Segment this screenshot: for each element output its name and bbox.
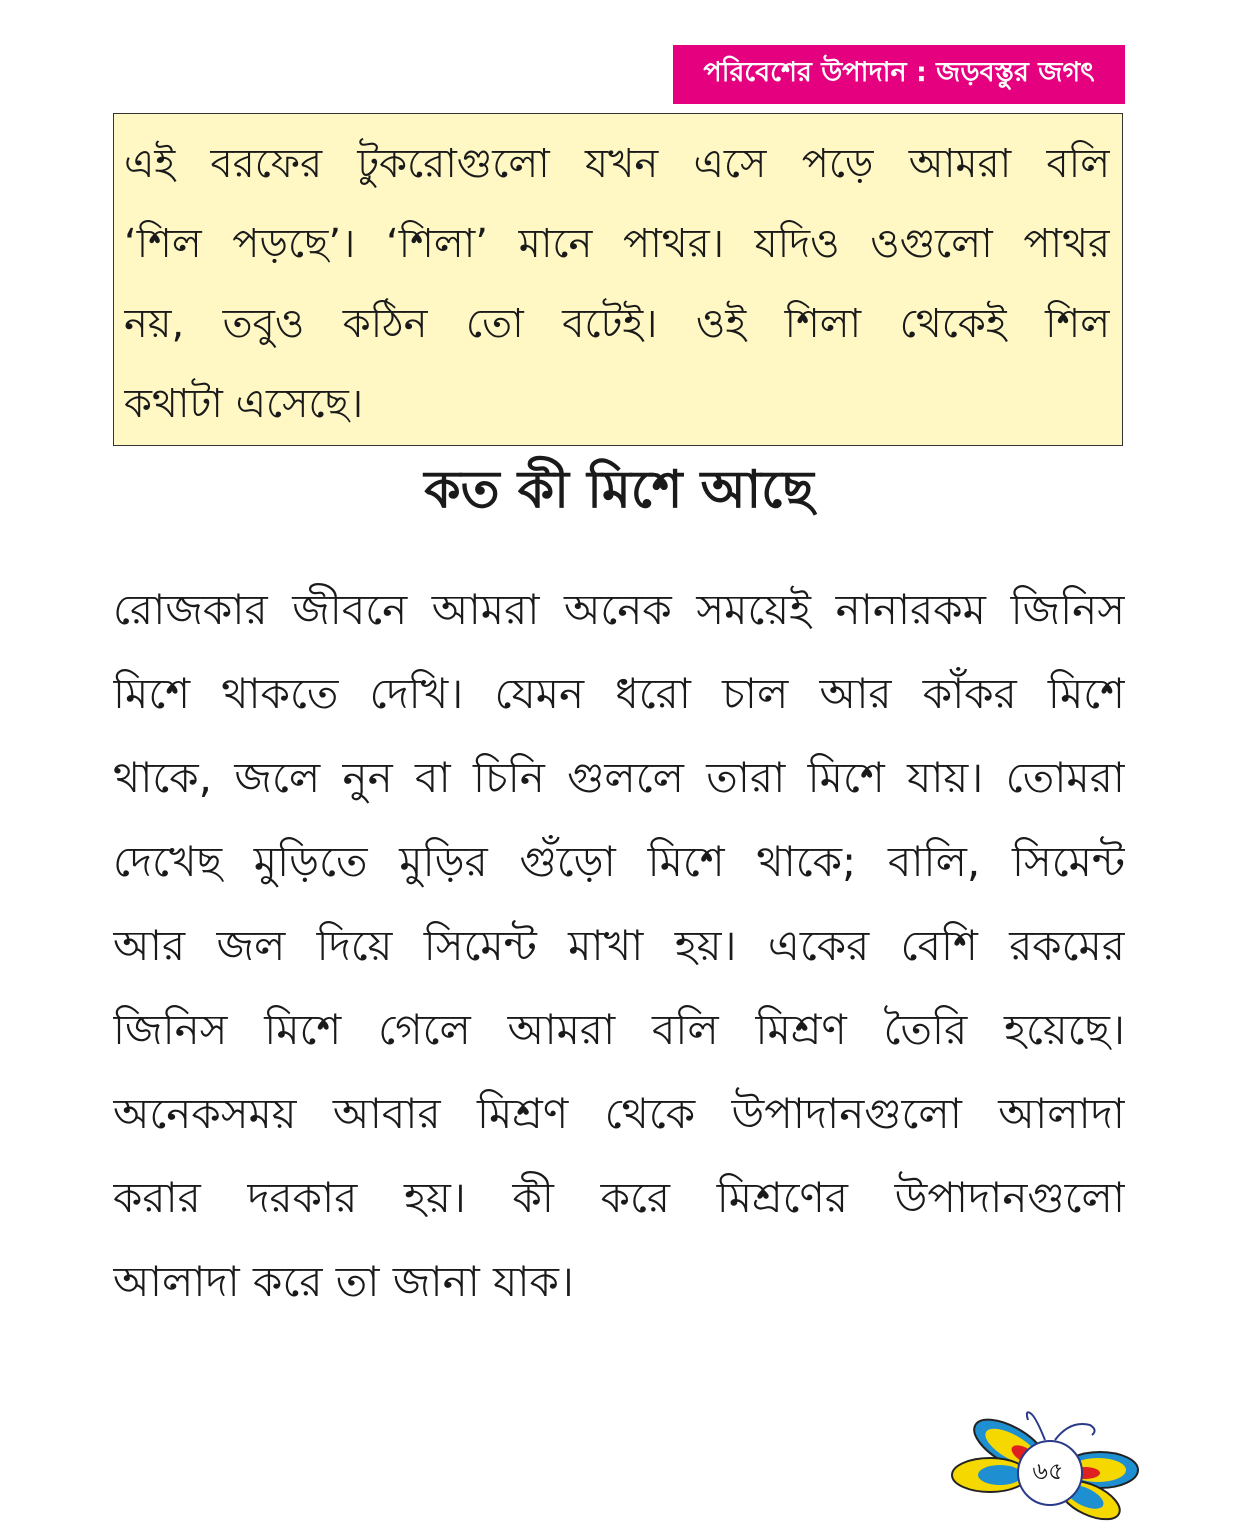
body-paragraph (113, 568, 1125, 1324)
body-line: মিশে থাকতে দেখি। যেমন ধরো চাল আর কাঁকর মিশে (113, 669, 1125, 718)
page-number: ৬৫ (1032, 1457, 1064, 1485)
body-line: জিনিস মিশে গেলে আমরা বলি মিশ্রণ তৈরি হয়েছে। (113, 1005, 1125, 1054)
note-box (113, 113, 1123, 446)
body-line: অনেকসময় আবার মিশ্রণ থেকে উপাদানগুলো আলাদা (113, 1089, 1125, 1138)
note-line: এই বরফের টুকরোগুলো যখন এসে পড়ে আমরা বলি (124, 141, 1110, 187)
body-line: রোজকার জীবনে আমরা অনেক সময়েই নানারকম জিনিস (113, 585, 1125, 634)
chapter-title: পরিবেশের উপাদান : জড়বস্তুর জগৎ (703, 57, 1095, 88)
body-line: করার দরকার হয়। কী করে মিশ্রণের উপাদানগুলো (113, 1173, 1125, 1222)
note-line: নয়, তবুও কঠিন তো বটেই। ওই শিলা থেকেই শিল (124, 301, 1110, 347)
body-line: আলাদা করে তা জানা যাক। (113, 1257, 574, 1306)
body-line: আর জল দিয়ে সিমেন্ট মাখা হয়। একের বেশি রকমের (113, 921, 1125, 970)
section-title: কত কী মিশে আছে (424, 460, 814, 520)
body-line: দেখেছ মুড়িতে মুড়ির গুঁড়ো মিশে থাকে; বালি, সিমেন্ট (113, 837, 1125, 886)
note-line: কথাটা এসেছে। (124, 381, 364, 427)
chapter-header (673, 45, 1125, 104)
note-line: ‘শিল পড়ছে’। ‘শিলা’ মানে পাথর। যদিও ওগুলো পাথর (124, 221, 1110, 267)
body-line: থাকে, জলে নুন বা চিনি গুললে তারা মিশে যায়। তোমরা (113, 753, 1125, 802)
